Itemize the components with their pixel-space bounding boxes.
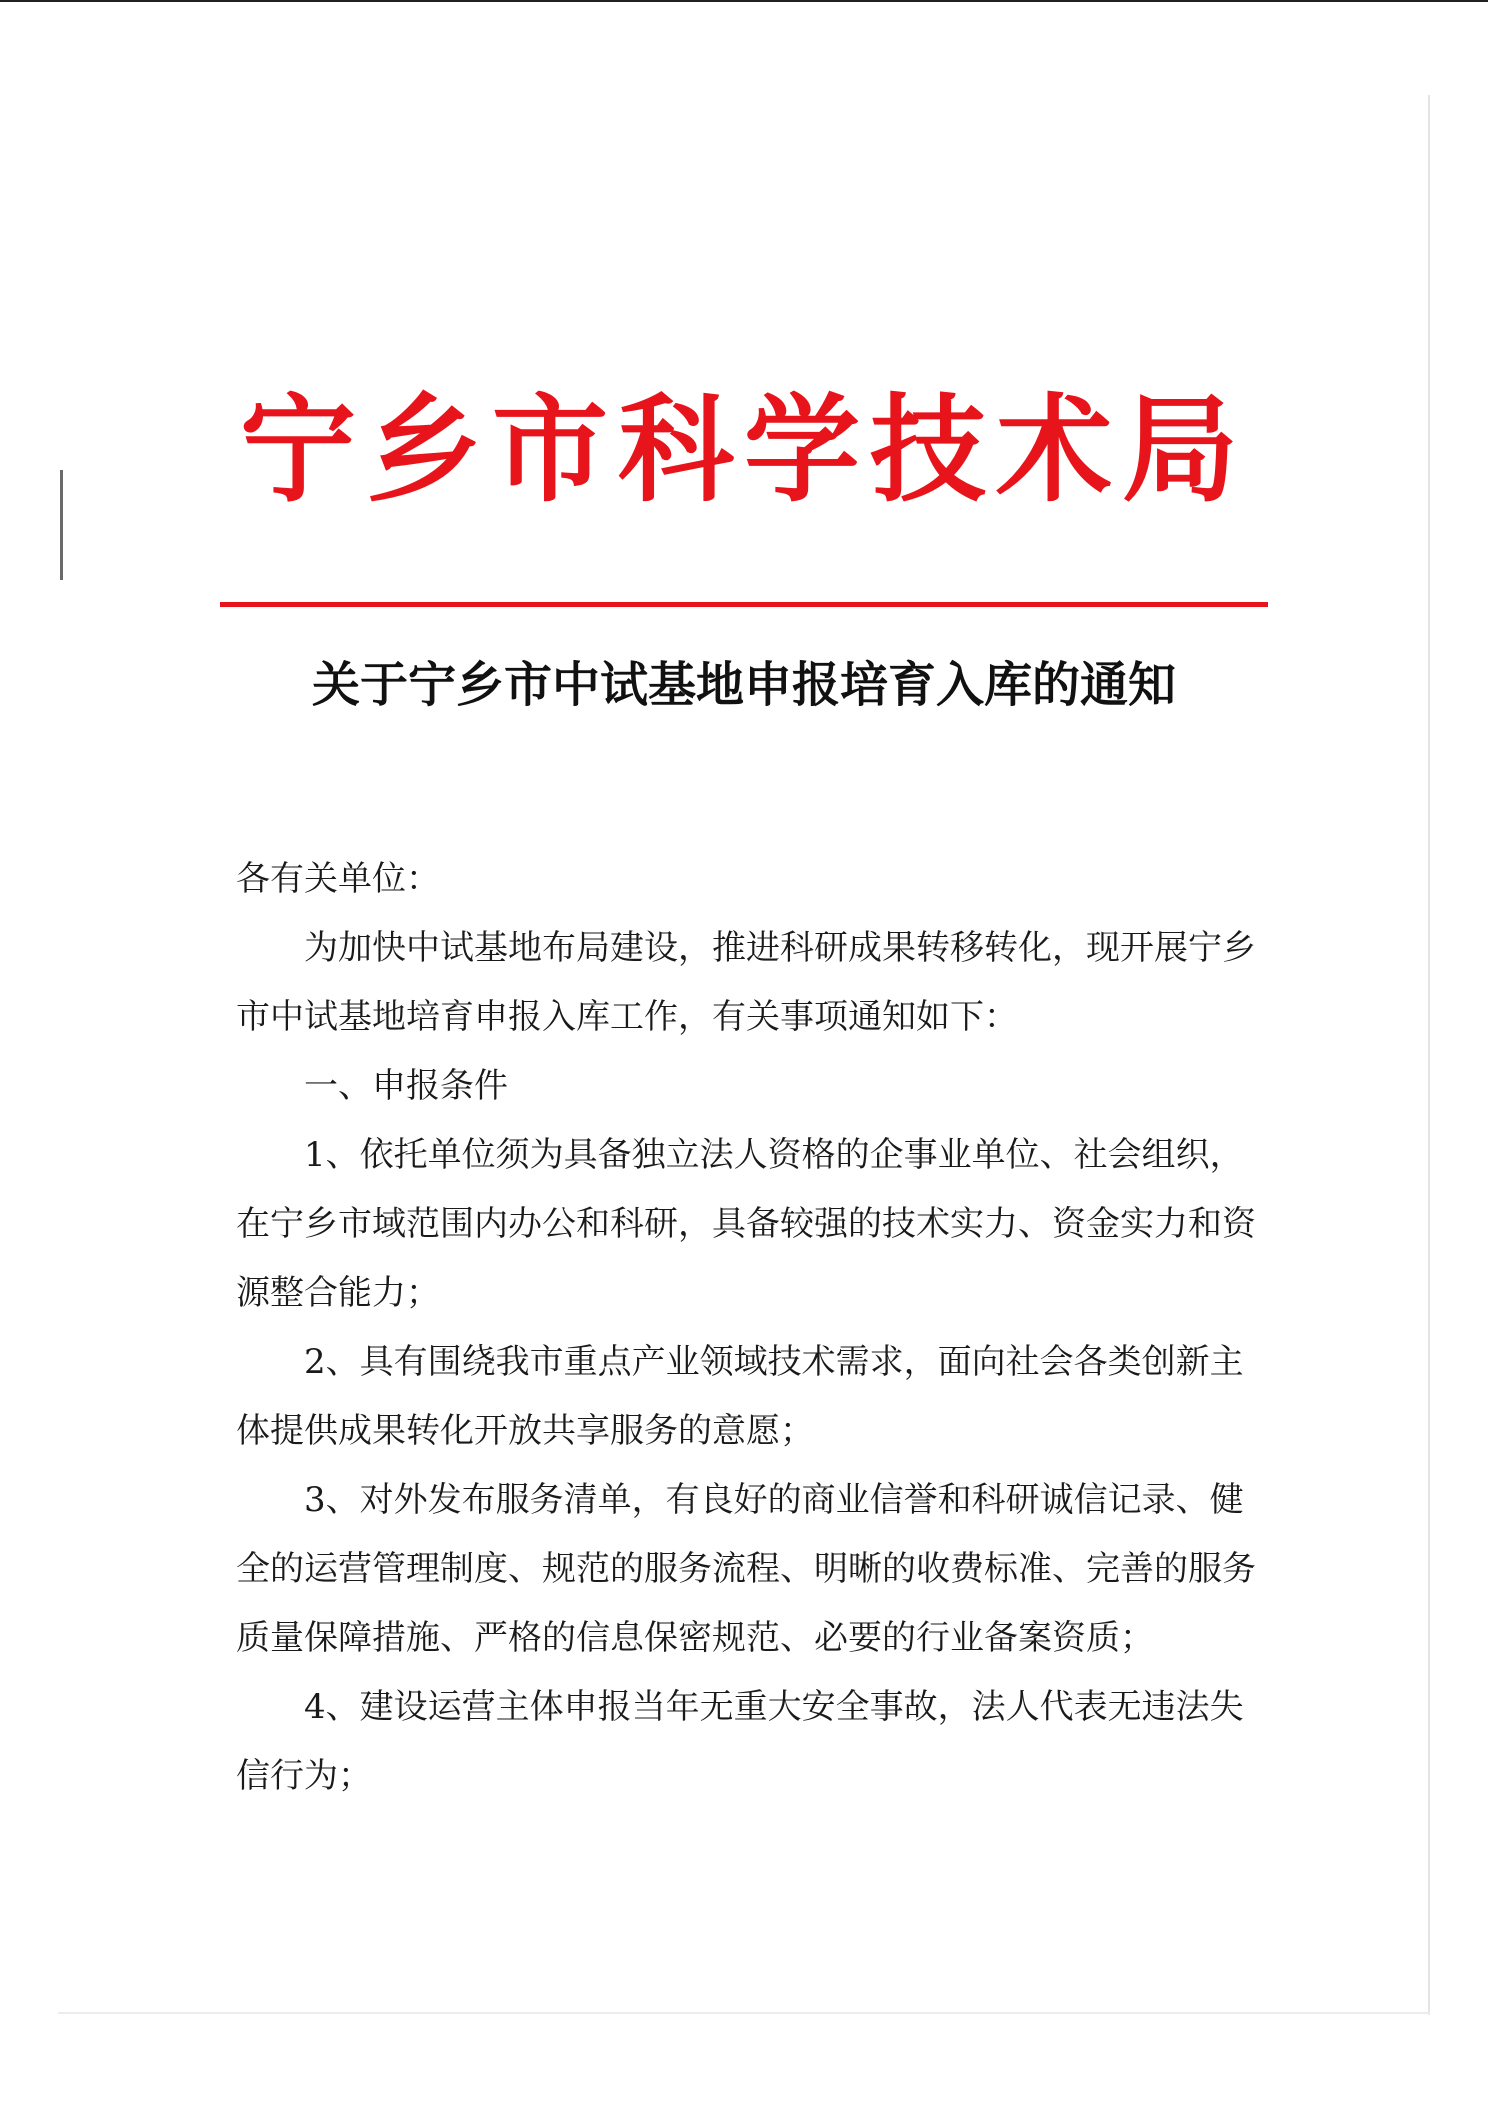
section-heading: 一、申报条件 [304, 1066, 508, 1106]
condition-item: 4、建设运营主体申报当年无重大安全事故，法人代表无违法失信行为； [236, 1687, 1244, 1796]
scan-edge-top [0, 0, 1488, 2]
letterhead-red-rule [220, 602, 1268, 607]
condition-item: 2、具有围绕我市重点产业领域技术需求，面向社会各类创新主体提供成果转化开放共享服务的意愿； [236, 1342, 1244, 1451]
condition-item: 3、对外发布服务清单，有良好的商业信誉和科研诚信记录、健全的运营管理制度、规范的服务流程、明晰的收费标准、完善的服务质量保障措施、严格的信息保密规范、必要的行业备案资质； [236, 1480, 1256, 1658]
document-title: 关于宁乡市中试基地申报培育入库的通知 [311, 657, 1176, 713]
scan-edge-right [1428, 95, 1430, 2015]
letterhead-org-name: 宁乡市科学技术局 [240, 382, 1248, 518]
condition-item: 1、依托单位须为具备独立法人资格的企事业单位、社会组织，在宁乡市域范围内办公和科研，具备较强的技术实力、资金实力和资源整合能力； [236, 1135, 1256, 1313]
intro-paragraph: 为加快中试基地布局建设，推进科研成果转移转化，现开展宁乡市中试基地培育申报入库工作，有关事项通知如下： [236, 928, 1256, 1037]
scan-edge-bottom [58, 2012, 1430, 2014]
scan-mark [60, 470, 63, 580]
document-body [236, 845, 1276, 1811]
salutation: 各有关单位： [236, 859, 440, 899]
